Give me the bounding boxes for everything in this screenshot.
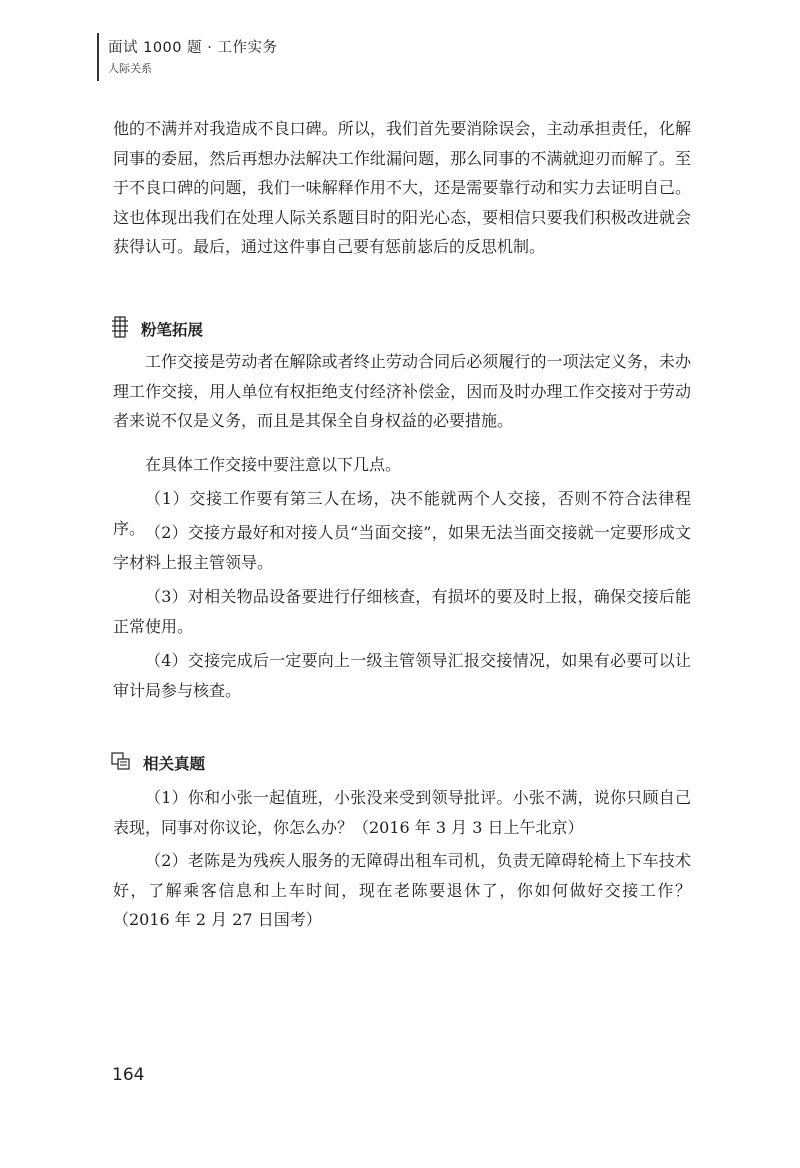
document-icon <box>111 752 131 774</box>
intro-paragraph: 他的不满并对我造成不良口碑。所以，我们首先要消除误会，主动承担责任，化解同事的委屈，然后再想办法解决工作纰漏问题，那么同事的不满就迎刃而解了。至于不良口碑的问题，我们一味解释作用不大，还是需要靠行动和实力去证明自己。这也体现出我们在处理人际关系题目时的阳光心态，要相信只要我们积极改进就会获得认可。最后，通过这件事自己要有惩前毖后的反思机制。 <box>113 119 691 256</box>
running-header-title: 面试 1000 题 · 工作实务 <box>108 40 278 56</box>
chalk-paragraph: （1）交接工作要有第三人在场，决不能就两个人交接，否则不符合法律程序。 <box>113 489 691 538</box>
page-number: 164 <box>112 1065 145 1085</box>
chalk-paragraph: 工作交接是劳动者在解除或者终止劳动合同后必须履行的一项法定义务，未办理工作交接，用人单位有权拒绝支付经济补偿金，因而及时办理工作交接对于劳动者来说不仅是义务，而且是其保全自身权益的必要措施。 <box>113 352 691 430</box>
running-header-subtitle: 人际关系 <box>108 62 152 75</box>
chalk-paragraph: 在具体工作交接中要注意以下几点。 <box>145 455 402 474</box>
related-question: （1）你和小张一起值班，小张没来受到领导批评。小张不满，说你只顾自己表现，同事对你议论，你怎么办？（2016 年 3 月 3 日上午北京） <box>113 788 691 837</box>
section-related-heading <box>111 752 205 774</box>
section-related-title: 相关真题 <box>143 755 206 773</box>
chalk-paragraph: （2）交接方最好和对接人员“当面交接”，如果无法当面交接就一定要形成文字材料上报主管领导。 <box>113 523 691 572</box>
chalk-paragraph: （4）交接完成后一定要向上一级主管领导汇报交接情况，如果有必要可以让审计局参与核查。 <box>113 651 691 700</box>
section-chalk-title: 粉笔拓展 <box>141 321 204 339</box>
related-question: （2）老陈是为残疾人服务的无障碍出租车司机，负责无障碍轮椅上下车技术好，了解乘客信息和上车时间，现在老陈要退休了，你如何做好交接工作？（2016 年 2 月 27 日国考） <box>113 851 691 929</box>
header-rule <box>97 33 99 81</box>
book-icon <box>111 316 129 342</box>
section-chalk-heading <box>111 318 203 340</box>
chalk-paragraph: （3）对相关物品设备要进行仔细核查，有损坏的要及时上报，确保交接后能正常使用。 <box>113 587 691 636</box>
